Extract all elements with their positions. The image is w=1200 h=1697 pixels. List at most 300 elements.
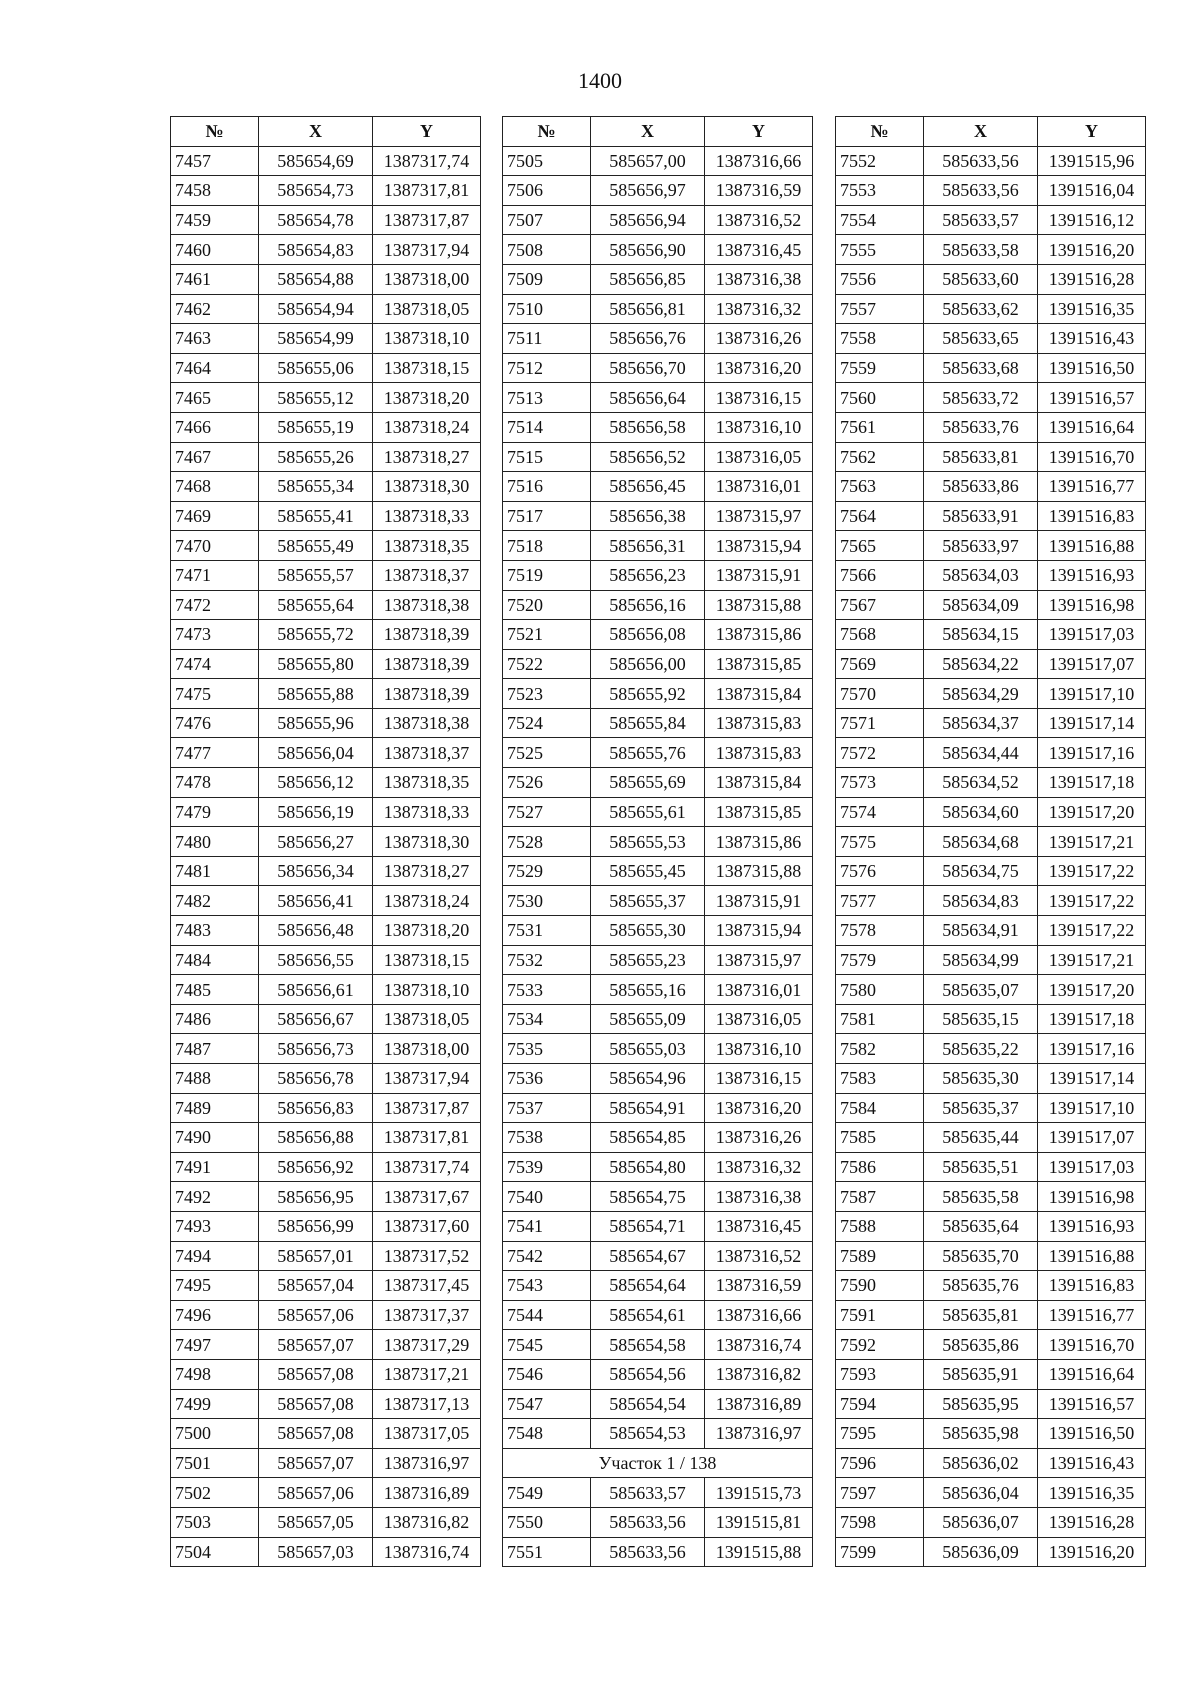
- y-coordinate-cell: 1391516,77: [1038, 472, 1146, 502]
- point-number-cell: 7591: [836, 1300, 924, 1330]
- table-row: [503, 1507, 813, 1537]
- y-coordinate-cell: 1387316,82: [705, 1359, 813, 1389]
- y-coordinate-cell: 1391516,28: [1038, 264, 1146, 294]
- point-number-cell: 7496: [171, 1300, 259, 1330]
- y-coordinate-cell: 1387318,20: [373, 383, 481, 413]
- x-coordinate-cell: 585656,48: [259, 916, 373, 946]
- table-row: [836, 264, 1146, 294]
- table-row: [171, 1478, 481, 1508]
- y-coordinate-cell: 1387318,38: [373, 708, 481, 738]
- x-coordinate-cell: 585656,64: [591, 383, 705, 413]
- x-coordinate-cell: 585654,61: [591, 1300, 705, 1330]
- x-coordinate-cell: 585656,08: [591, 620, 705, 650]
- point-number-cell: 7558: [836, 324, 924, 354]
- point-number-cell: 7501: [171, 1448, 259, 1478]
- point-number-cell: 7526: [503, 768, 591, 798]
- y-coordinate-cell: 1387316,89: [373, 1478, 481, 1508]
- table-row: [503, 1064, 813, 1094]
- point-number-cell: 7580: [836, 975, 924, 1005]
- y-coordinate-cell: 1391516,70: [1038, 1330, 1146, 1360]
- point-number-cell: 7528: [503, 827, 591, 857]
- y-coordinate-cell: 1387318,24: [373, 412, 481, 442]
- table-row: [836, 886, 1146, 916]
- x-coordinate-cell: 585656,90: [591, 235, 705, 265]
- point-number-cell: 7494: [171, 1241, 259, 1271]
- point-number-cell: 7509: [503, 264, 591, 294]
- table-row: [503, 1211, 813, 1241]
- y-coordinate-cell: 1387315,83: [705, 708, 813, 738]
- table-row: [503, 916, 813, 946]
- table-row: [171, 353, 481, 383]
- table-row: [503, 1271, 813, 1301]
- x-coordinate-cell: 585656,97: [591, 176, 705, 206]
- x-coordinate-cell: 585657,05: [259, 1507, 373, 1537]
- x-coordinate-cell: 585655,57: [259, 560, 373, 590]
- table-row: [503, 620, 813, 650]
- table-row: [836, 827, 1146, 857]
- x-coordinate-cell: 585635,81: [924, 1300, 1038, 1330]
- x-coordinate-cell: 585635,44: [924, 1123, 1038, 1153]
- point-number-cell: 7584: [836, 1093, 924, 1123]
- point-number-cell: 7566: [836, 560, 924, 590]
- y-coordinate-cell: 1387318,39: [373, 649, 481, 679]
- y-coordinate-cell: 1387316,89: [705, 1389, 813, 1419]
- x-coordinate-cell: 585636,09: [924, 1537, 1038, 1567]
- table-row: [171, 620, 481, 650]
- table-row: [836, 353, 1146, 383]
- x-coordinate-cell: 585635,76: [924, 1271, 1038, 1301]
- table-row: [836, 1123, 1146, 1153]
- x-coordinate-cell: 585654,71: [591, 1211, 705, 1241]
- point-number-cell: 7506: [503, 176, 591, 206]
- y-coordinate-cell: 1391516,12: [1038, 205, 1146, 235]
- point-number-cell: 7599: [836, 1537, 924, 1567]
- table-row: [171, 294, 481, 324]
- y-coordinate-cell: 1387318,15: [373, 353, 481, 383]
- y-coordinate-cell: 1391516,98: [1038, 1182, 1146, 1212]
- y-coordinate-cell: 1387316,82: [373, 1507, 481, 1537]
- point-number-cell: 7579: [836, 945, 924, 975]
- x-coordinate-cell: 585656,41: [259, 886, 373, 916]
- point-number-cell: 7542: [503, 1241, 591, 1271]
- point-number-cell: 7517: [503, 501, 591, 531]
- table-row: [836, 945, 1146, 975]
- x-coordinate-cell: 585655,80: [259, 649, 373, 679]
- y-coordinate-cell: 1387317,87: [373, 205, 481, 235]
- point-number-cell: 7533: [503, 975, 591, 1005]
- point-number-cell: 7593: [836, 1359, 924, 1389]
- table-row: [171, 1034, 481, 1064]
- y-coordinate-cell: 1391517,21: [1038, 945, 1146, 975]
- y-coordinate-cell: 1387318,10: [373, 975, 481, 1005]
- table-row: [836, 1507, 1146, 1537]
- table-row: [503, 975, 813, 1005]
- point-number-cell: 7516: [503, 472, 591, 502]
- y-coordinate-cell: 1387317,67: [373, 1182, 481, 1212]
- table-row: [836, 975, 1146, 1005]
- point-number-cell: 7493: [171, 1211, 259, 1241]
- table-row: [503, 353, 813, 383]
- x-coordinate-cell: 585655,26: [259, 442, 373, 472]
- point-number-cell: 7490: [171, 1123, 259, 1153]
- x-coordinate-cell: 585634,52: [924, 768, 1038, 798]
- x-coordinate-cell: 585634,60: [924, 797, 1038, 827]
- x-coordinate-cell: 585657,08: [259, 1359, 373, 1389]
- table-row: [836, 235, 1146, 265]
- x-coordinate-cell: 585657,04: [259, 1271, 373, 1301]
- x-coordinate-cell: 585656,04: [259, 738, 373, 768]
- section-label: Участок 1 / 138: [503, 1448, 813, 1478]
- y-coordinate-cell: 1387318,05: [373, 294, 481, 324]
- table-row: [171, 1537, 481, 1567]
- table-row: [171, 1211, 481, 1241]
- point-number-cell: 7581: [836, 1004, 924, 1034]
- table-row: [503, 886, 813, 916]
- point-number-cell: 7541: [503, 1211, 591, 1241]
- point-number-cell: 7487: [171, 1034, 259, 1064]
- table-row: [836, 708, 1146, 738]
- x-coordinate-cell: 585633,60: [924, 264, 1038, 294]
- y-coordinate-cell: 1387318,38: [373, 590, 481, 620]
- point-number-cell: 7464: [171, 353, 259, 383]
- coordinates-table-3: [835, 116, 1146, 1567]
- x-coordinate-cell: 585656,94: [591, 205, 705, 235]
- y-coordinate-cell: 1387315,94: [705, 916, 813, 946]
- y-coordinate-cell: 1387318,10: [373, 324, 481, 354]
- table-row: [503, 235, 813, 265]
- y-coordinate-cell: 1387317,13: [373, 1389, 481, 1419]
- point-number-cell: 7470: [171, 531, 259, 561]
- point-number-cell: 7489: [171, 1093, 259, 1123]
- y-coordinate-cell: 1391517,07: [1038, 1123, 1146, 1153]
- x-coordinate-cell: 585634,99: [924, 945, 1038, 975]
- point-number-cell: 7536: [503, 1064, 591, 1094]
- y-coordinate-cell: 1391517,22: [1038, 856, 1146, 886]
- table-row: [171, 264, 481, 294]
- x-coordinate-cell: 585633,97: [924, 531, 1038, 561]
- point-number-cell: 7508: [503, 235, 591, 265]
- point-number-cell: 7462: [171, 294, 259, 324]
- table-row: [503, 1241, 813, 1271]
- point-number-cell: 7562: [836, 442, 924, 472]
- table-row: [171, 708, 481, 738]
- point-number-cell: 7524: [503, 708, 591, 738]
- y-coordinate-cell: 1387317,21: [373, 1359, 481, 1389]
- y-coordinate-cell: 1387315,97: [705, 945, 813, 975]
- table-row: [836, 205, 1146, 235]
- table-row: [836, 1389, 1146, 1419]
- point-number-cell: 7507: [503, 205, 591, 235]
- y-coordinate-cell: 1387316,52: [705, 205, 813, 235]
- y-coordinate-cell: 1387316,45: [705, 235, 813, 265]
- y-coordinate-cell: 1391517,10: [1038, 1093, 1146, 1123]
- x-coordinate-cell: 585656,61: [259, 975, 373, 1005]
- x-coordinate-cell: 585654,80: [591, 1152, 705, 1182]
- x-coordinate-cell: 585656,55: [259, 945, 373, 975]
- point-number-cell: 7538: [503, 1123, 591, 1153]
- table-row: [503, 176, 813, 206]
- x-coordinate-cell: 585654,64: [591, 1271, 705, 1301]
- x-coordinate-cell: 585655,92: [591, 679, 705, 709]
- point-number-cell: 7504: [171, 1537, 259, 1567]
- point-number-cell: 7555: [836, 235, 924, 265]
- table-row: [503, 1300, 813, 1330]
- x-coordinate-cell: 585656,73: [259, 1034, 373, 1064]
- x-coordinate-cell: 585633,76: [924, 412, 1038, 442]
- point-number-cell: 7515: [503, 442, 591, 472]
- y-coordinate-cell: 1387318,00: [373, 264, 481, 294]
- point-number-cell: 7576: [836, 856, 924, 886]
- y-coordinate-cell: 1387316,66: [705, 1300, 813, 1330]
- y-coordinate-cell: 1387316,15: [705, 1064, 813, 1094]
- x-coordinate-cell: 585633,62: [924, 294, 1038, 324]
- x-coordinate-cell: 585635,64: [924, 1211, 1038, 1241]
- x-coordinate-cell: 585654,91: [591, 1093, 705, 1123]
- y-coordinate-cell: 1387316,74: [373, 1537, 481, 1567]
- point-number-cell: 7525: [503, 738, 591, 768]
- y-coordinate-cell: 1387318,33: [373, 797, 481, 827]
- y-coordinate-cell: 1387317,74: [373, 1152, 481, 1182]
- point-number-cell: 7513: [503, 383, 591, 413]
- point-number-cell: 7554: [836, 205, 924, 235]
- y-coordinate-cell: 1391516,88: [1038, 1241, 1146, 1271]
- point-number-cell: 7597: [836, 1478, 924, 1508]
- y-coordinate-cell: 1391517,14: [1038, 708, 1146, 738]
- x-coordinate-cell: 585633,58: [924, 235, 1038, 265]
- point-number-cell: 7518: [503, 531, 591, 561]
- table-row: [171, 649, 481, 679]
- table-row: [171, 1123, 481, 1153]
- table-row: [503, 501, 813, 531]
- table-row: [171, 1359, 481, 1389]
- table-row: [171, 1448, 481, 1478]
- point-number-cell: 7461: [171, 264, 259, 294]
- table-row: [836, 590, 1146, 620]
- point-number-cell: 7553: [836, 176, 924, 206]
- y-coordinate-cell: 1391517,16: [1038, 1034, 1146, 1064]
- point-number-cell: 7474: [171, 649, 259, 679]
- table-row: [836, 797, 1146, 827]
- x-coordinate-cell: 585655,41: [259, 501, 373, 531]
- y-coordinate-cell: 1391517,03: [1038, 1152, 1146, 1182]
- table-row: [836, 1211, 1146, 1241]
- y-coordinate-cell: 1387318,30: [373, 472, 481, 502]
- table-row: [836, 1093, 1146, 1123]
- y-coordinate-cell: 1391515,73: [705, 1478, 813, 1508]
- point-number-cell: 7521: [503, 620, 591, 650]
- y-coordinate-cell: 1387316,05: [705, 1004, 813, 1034]
- point-number-cell: 7473: [171, 620, 259, 650]
- y-coordinate-cell: 1391517,07: [1038, 649, 1146, 679]
- point-number-cell: 7467: [171, 442, 259, 472]
- point-number-cell: 7478: [171, 768, 259, 798]
- x-coordinate-cell: 585634,22: [924, 649, 1038, 679]
- point-number-cell: 7539: [503, 1152, 591, 1182]
- y-coordinate-cell: 1391517,22: [1038, 886, 1146, 916]
- x-coordinate-cell: 585656,23: [591, 560, 705, 590]
- table-row: [171, 1241, 481, 1271]
- section-row: [503, 1448, 813, 1478]
- point-number-cell: 7488: [171, 1064, 259, 1094]
- x-coordinate-cell: 585635,58: [924, 1182, 1038, 1212]
- y-coordinate-cell: 1387318,20: [373, 916, 481, 946]
- table-row: [836, 1419, 1146, 1449]
- x-coordinate-cell: 585635,95: [924, 1389, 1038, 1419]
- x-coordinate-cell: 585635,86: [924, 1330, 1038, 1360]
- y-coordinate-cell: 1387315,86: [705, 620, 813, 650]
- x-coordinate-cell: 585654,56: [591, 1359, 705, 1389]
- y-coordinate-cell: 1387318,30: [373, 827, 481, 857]
- point-number-cell: 7495: [171, 1271, 259, 1301]
- point-number-cell: 7481: [171, 856, 259, 886]
- x-coordinate-cell: 585654,69: [259, 146, 373, 176]
- x-coordinate-cell: 585635,15: [924, 1004, 1038, 1034]
- x-coordinate-cell: 585633,57: [591, 1478, 705, 1508]
- x-coordinate-cell: 585656,78: [259, 1064, 373, 1094]
- x-coordinate-cell: 585635,22: [924, 1034, 1038, 1064]
- point-number-cell: 7458: [171, 176, 259, 206]
- point-number-cell: 7485: [171, 975, 259, 1005]
- y-coordinate-cell: 1391516,70: [1038, 442, 1146, 472]
- x-coordinate-cell: 585655,37: [591, 886, 705, 916]
- x-coordinate-cell: 585657,00: [591, 146, 705, 176]
- point-number-cell: 7463: [171, 324, 259, 354]
- x-coordinate-cell: 585657,08: [259, 1389, 373, 1419]
- x-coordinate-cell: 585655,76: [591, 738, 705, 768]
- point-number-cell: 7486: [171, 1004, 259, 1034]
- x-coordinate-cell: 585634,75: [924, 856, 1038, 886]
- x-coordinate-cell: 585655,03: [591, 1034, 705, 1064]
- x-coordinate-cell: 585655,96: [259, 708, 373, 738]
- x-coordinate-cell: 585655,06: [259, 353, 373, 383]
- y-coordinate-cell: 1387316,26: [705, 1123, 813, 1153]
- table-row: [171, 560, 481, 590]
- coordinates-table-1: [170, 116, 481, 1567]
- point-number-cell: 7559: [836, 353, 924, 383]
- x-coordinate-cell: 585656,70: [591, 353, 705, 383]
- point-number-cell: 7459: [171, 205, 259, 235]
- table-row: [836, 1537, 1146, 1567]
- table-row: [171, 945, 481, 975]
- table-row: [503, 1330, 813, 1360]
- point-number-cell: 7503: [171, 1507, 259, 1537]
- point-number-cell: 7484: [171, 945, 259, 975]
- table-row: [171, 324, 481, 354]
- x-coordinate-cell: 585634,15: [924, 620, 1038, 650]
- x-coordinate-cell: 585635,91: [924, 1359, 1038, 1389]
- point-number-cell: 7499: [171, 1389, 259, 1419]
- y-coordinate-cell: 1387318,35: [373, 768, 481, 798]
- table-row: [836, 620, 1146, 650]
- point-number-cell: 7546: [503, 1359, 591, 1389]
- table-row: [171, 472, 481, 502]
- x-coordinate-cell: 585634,83: [924, 886, 1038, 916]
- table-row: [503, 797, 813, 827]
- table-row: [503, 294, 813, 324]
- x-coordinate-cell: 585656,27: [259, 827, 373, 857]
- x-coordinate-cell: 585654,96: [591, 1064, 705, 1094]
- table-row: [171, 1093, 481, 1123]
- point-number-cell: 7527: [503, 797, 591, 827]
- x-coordinate-cell: 585656,81: [591, 294, 705, 324]
- header-y: Y: [373, 117, 481, 147]
- table-row: [171, 205, 481, 235]
- table-row: [836, 1004, 1146, 1034]
- point-number-cell: 7519: [503, 560, 591, 590]
- y-coordinate-cell: 1387316,38: [705, 264, 813, 294]
- y-coordinate-cell: 1391515,81: [705, 1507, 813, 1537]
- y-coordinate-cell: 1387316,05: [705, 442, 813, 472]
- y-coordinate-cell: 1387318,27: [373, 442, 481, 472]
- table-row: [836, 916, 1146, 946]
- y-coordinate-cell: 1391516,43: [1038, 1448, 1146, 1478]
- y-coordinate-cell: 1387316,20: [705, 1093, 813, 1123]
- table-row: [171, 916, 481, 946]
- page-number: 1400: [578, 68, 622, 93]
- y-coordinate-cell: 1391517,03: [1038, 620, 1146, 650]
- y-coordinate-cell: 1391516,83: [1038, 1271, 1146, 1301]
- x-coordinate-cell: 585656,31: [591, 531, 705, 561]
- table-row: [503, 383, 813, 413]
- table-row: [836, 176, 1146, 206]
- table-row: [503, 1419, 813, 1449]
- x-coordinate-cell: 585633,86: [924, 472, 1038, 502]
- point-number-cell: 7548: [503, 1419, 591, 1449]
- table-row: [503, 856, 813, 886]
- y-coordinate-cell: 1387317,45: [373, 1271, 481, 1301]
- y-coordinate-cell: 1387315,84: [705, 768, 813, 798]
- table-row: [836, 1448, 1146, 1478]
- table-row: [171, 412, 481, 442]
- x-coordinate-cell: 585633,57: [924, 205, 1038, 235]
- y-coordinate-cell: 1387315,85: [705, 649, 813, 679]
- point-number-cell: 7475: [171, 679, 259, 709]
- header-x: X: [259, 117, 373, 147]
- table-row: [836, 472, 1146, 502]
- y-coordinate-cell: 1387315,86: [705, 827, 813, 857]
- table-row: [171, 1389, 481, 1419]
- point-number-cell: 7585: [836, 1123, 924, 1153]
- point-number-cell: 7577: [836, 886, 924, 916]
- point-number-cell: 7571: [836, 708, 924, 738]
- table-row: [171, 590, 481, 620]
- table-row: [503, 1478, 813, 1508]
- y-coordinate-cell: 1391516,50: [1038, 353, 1146, 383]
- x-coordinate-cell: 585654,73: [259, 176, 373, 206]
- point-number-cell: 7514: [503, 412, 591, 442]
- x-coordinate-cell: 585634,91: [924, 916, 1038, 946]
- point-number-cell: 7592: [836, 1330, 924, 1360]
- point-number-cell: 7590: [836, 1271, 924, 1301]
- table-row: [503, 1537, 813, 1567]
- table-row: [836, 1182, 1146, 1212]
- point-number-cell: 7537: [503, 1093, 591, 1123]
- table-row: [836, 1478, 1146, 1508]
- table-row: [171, 442, 481, 472]
- table-row: [503, 679, 813, 709]
- point-number-cell: 7482: [171, 886, 259, 916]
- table-header-row: [171, 117, 481, 147]
- table-row: [836, 1034, 1146, 1064]
- y-coordinate-cell: 1391517,16: [1038, 738, 1146, 768]
- point-number-cell: 7532: [503, 945, 591, 975]
- table-row: [171, 383, 481, 413]
- x-coordinate-cell: 585635,70: [924, 1241, 1038, 1271]
- point-number-cell: 7551: [503, 1537, 591, 1567]
- x-coordinate-cell: 585633,68: [924, 353, 1038, 383]
- table-row: [503, 324, 813, 354]
- table-row: [836, 531, 1146, 561]
